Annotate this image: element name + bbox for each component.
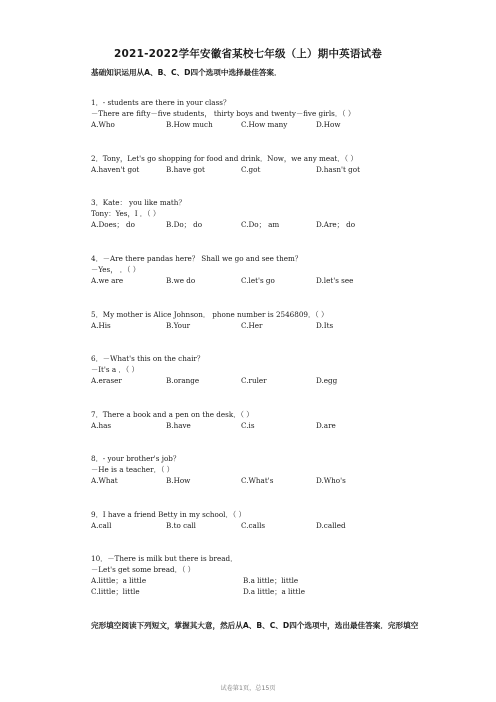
section-heading: 基础知识运用从A、B、C、D四个选项中选择最佳答案． bbox=[91, 68, 282, 77]
option-a[interactable]: A.His bbox=[91, 321, 111, 330]
option-a[interactable]: A.call bbox=[91, 521, 112, 530]
option-d[interactable]: D.called bbox=[316, 521, 346, 530]
option-b[interactable]: B.we do bbox=[166, 276, 196, 285]
option-a[interactable]: A.What bbox=[91, 476, 118, 485]
question-text: －There are fifty－five students， thirty boys and twenty－five girls．（ ） bbox=[91, 109, 356, 118]
option-b[interactable]: B.How much bbox=[166, 120, 213, 129]
section-heading-cloze: 完形填空阅读下列短文，掌握其大意，然后从A、B、C、D四个选项中，选出最佳答案．完形填空 bbox=[91, 621, 419, 630]
option-c[interactable]: C.Do； am bbox=[241, 220, 280, 229]
option-d[interactable]: D.a little；a little bbox=[243, 587, 305, 596]
option-a[interactable]: A.haven't got bbox=[91, 165, 140, 174]
question-5 bbox=[91, 309, 431, 331]
question-4 bbox=[91, 253, 431, 286]
option-b[interactable]: B.Do； do bbox=[166, 220, 203, 229]
option-c[interactable]: C.calls bbox=[241, 521, 266, 530]
options-row bbox=[91, 320, 431, 331]
options-row bbox=[91, 375, 431, 386]
option-b[interactable]: B.a little；little bbox=[243, 576, 299, 585]
question-text: 10．－There is milk but there is bread． bbox=[91, 554, 238, 563]
options-row bbox=[91, 575, 431, 586]
question-text: 8．- your brother's job？ bbox=[91, 454, 181, 463]
options-row bbox=[91, 520, 431, 531]
question-text: 9．I have a friend Betty in my school．（ ） bbox=[91, 510, 246, 519]
option-a[interactable]: A.has bbox=[91, 421, 112, 430]
options-row bbox=[91, 219, 431, 230]
question-text: Tony：Yes，I ．（ ） bbox=[91, 209, 161, 218]
question-6 bbox=[91, 353, 431, 386]
option-b[interactable]: B.Your bbox=[166, 321, 191, 330]
option-b[interactable]: B.How bbox=[166, 476, 191, 485]
question-2 bbox=[91, 153, 431, 175]
question-text: 2．Tony，Let's go shopping for food and drink．Now，we any meat．（ ） bbox=[91, 154, 358, 163]
question-text: 5．My mother is Alice Johnson． phone number is 2546809．（ ） bbox=[91, 310, 329, 319]
option-c[interactable]: C.ruler bbox=[241, 376, 267, 385]
option-a[interactable]: A.we are bbox=[91, 276, 124, 285]
options-row bbox=[91, 586, 431, 597]
options-row bbox=[91, 164, 431, 175]
question-3 bbox=[91, 197, 431, 230]
option-d[interactable]: D.egg bbox=[316, 376, 338, 385]
option-a[interactable]: A.eraser bbox=[91, 376, 122, 385]
option-b[interactable]: B.orange bbox=[166, 376, 200, 385]
question-text: －He is a teacher．（ ） bbox=[91, 465, 174, 474]
option-d[interactable]: D.Who's bbox=[316, 476, 346, 485]
question-1 bbox=[91, 97, 431, 130]
option-c[interactable]: C.little；little bbox=[91, 587, 140, 596]
option-d[interactable]: D.let's see bbox=[316, 276, 354, 285]
option-d[interactable]: D.Are； do bbox=[316, 220, 356, 229]
question-text: 7．There a book and a pen on the desk．（ ） bbox=[91, 410, 254, 419]
option-b[interactable]: B.have got bbox=[166, 165, 205, 174]
option-c[interactable]: C.let's go bbox=[241, 276, 275, 285]
option-c[interactable]: C.is bbox=[241, 421, 255, 430]
option-d[interactable]: D.How bbox=[316, 120, 341, 129]
page-title: 2021-2022学年安徽省某校七年级（上）期中英语试卷 bbox=[114, 48, 382, 60]
question-7 bbox=[91, 409, 431, 431]
question-text: －Yes， ．（ ） bbox=[91, 265, 140, 274]
option-b[interactable]: B.to call bbox=[166, 521, 196, 530]
options-row bbox=[91, 275, 431, 286]
option-c[interactable]: C.got bbox=[241, 165, 261, 174]
option-d[interactable]: D.hasn't got bbox=[316, 165, 360, 174]
option-a[interactable]: A.Does； do bbox=[91, 220, 135, 229]
options-row bbox=[91, 475, 431, 486]
question-text: 6．－What's this on the chair？ bbox=[91, 354, 205, 363]
option-b[interactable]: B.have bbox=[166, 421, 191, 430]
option-c[interactable]: C.What's bbox=[241, 476, 274, 485]
question-text: 3．Kate： you like math？ bbox=[91, 198, 186, 207]
option-a[interactable]: A.little；a little bbox=[91, 576, 147, 585]
options-row bbox=[91, 119, 431, 130]
question-10 bbox=[91, 553, 431, 597]
options-row bbox=[91, 420, 431, 431]
page-footer: 试卷第1页，总15页 bbox=[220, 685, 276, 692]
option-d[interactable]: D.Its bbox=[316, 321, 334, 330]
question-text: 1．- students are there in your class？ bbox=[91, 98, 231, 107]
option-c[interactable]: C.Her bbox=[241, 321, 263, 330]
option-a[interactable]: A.Who bbox=[91, 120, 115, 129]
question-text: 4．－Are there pandas here？ Shall we go and see them？ bbox=[91, 254, 302, 263]
question-text: －Let's get some bread．（ ） bbox=[91, 565, 195, 574]
option-c[interactable]: C.How many bbox=[241, 120, 288, 129]
question-text: －It's a ．（ ） bbox=[91, 365, 139, 374]
question-8 bbox=[91, 453, 431, 486]
question-9 bbox=[91, 509, 431, 531]
option-d[interactable]: D.are bbox=[316, 421, 336, 430]
